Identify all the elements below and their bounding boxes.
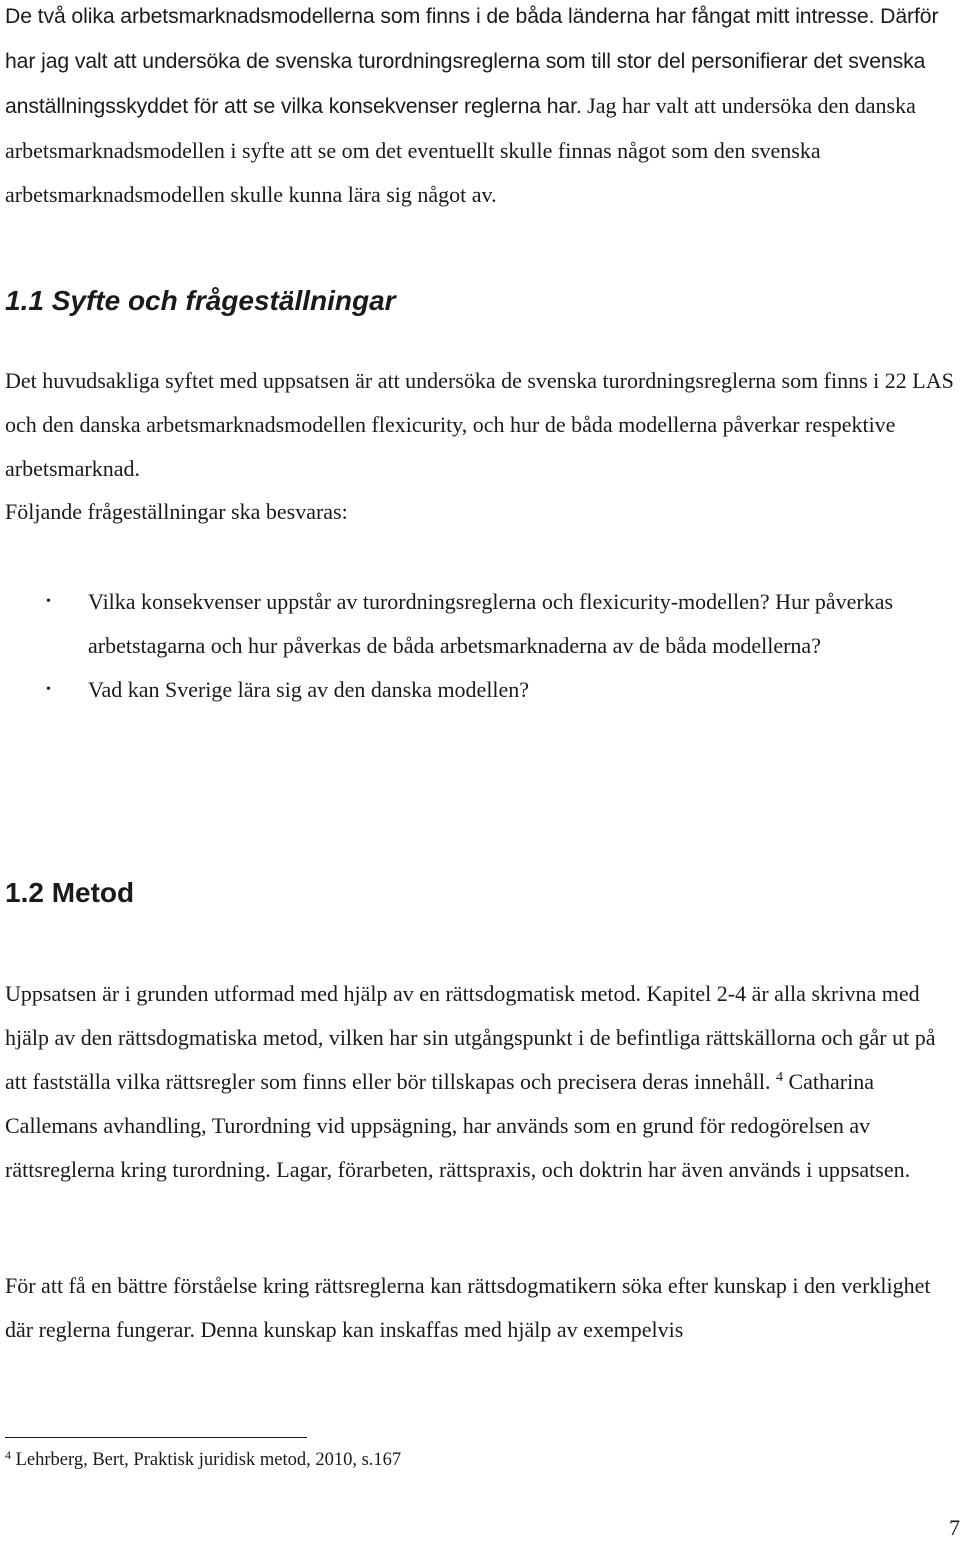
questions-intro: Följande frågeställningar ska besvaras:	[5, 499, 348, 524]
intro-text-sans: De två olika arbetsmarknadsmodellerna som finns i de båda länderna har fångat mitt intresse. Därför har jag valt att undersöka de svenska turordningsreglerna som till stor del personifierar det svenska anställningsskyddet för att se vilka konsekvenser reglerna har.	[5, 5, 939, 118]
intro-paragraph	[5, 0, 960, 217]
footnote-number: 4	[5, 1448, 11, 1462]
footnote	[5, 1446, 401, 1474]
bullet-icon: •	[46, 682, 51, 697]
purpose-paragraph: Det huvudsakliga syftet med uppsatsen är att undersöka de svenska turordningsreglerna som finns i 22 LAS och den danska arbetsmarknadsmodellen flexicurity, och hur de båda modellerna påverkar respektive arbetsmarknad.	[5, 368, 954, 481]
list-item	[0, 580, 960, 668]
question-text: Vilka konsekvenser uppstår av turordningsreglerna och flexicurity-modellen? Hur påverkas arbetstagarna och hur påverkas de båda arbetsmarknaderna av de båda modellerna?	[88, 589, 894, 658]
method-paragraph-1	[5, 972, 960, 1192]
section-heading-1-1: 1.1 Syfte och frågeställningar	[5, 285, 396, 316]
list-item	[0, 668, 960, 712]
method-paragraph-2: För att få en bättre förståelse kring rättsreglerna kan rättsdogmatikern söka efter kunskap i den verklighet där reglerna fungerar. Denna kunskap kan inskaffas med hjälp av exempelvis	[5, 1273, 931, 1342]
footnote-separator	[5, 1437, 307, 1438]
question-text: Vad kan Sverige lära sig av den danska modellen?	[88, 677, 530, 702]
method-text-before-ref: Uppsatsen är i grunden utformad med hjälp av en rättsdogmatisk metod. Kapitel 2-4 är alla skrivna med hjälp av den rättsdogmatiska metod, vilken har sin utgångspunkt i de befintliga rättskällorna och går ut på att fastställa vilka rättsregler som finns eller bör tillskapas och precisera deras innehåll.	[5, 981, 936, 1094]
bullet-icon: •	[46, 594, 51, 609]
section-heading-1-2: 1.2 Metod	[5, 877, 135, 908]
intro-text-serif: Jag har valt att undersöka den danska arbetsmarknadsmodellen i syfte att se om det eventuellt skulle finnas något som den svenska arbetsmarknadsmodellen skulle kunna lära sig något av.	[5, 93, 916, 207]
page-number: 7	[949, 1515, 960, 1540]
method-text-after-ref: Catharina Callemans avhandling, Turordning vid uppsägning, har används som en grund för redogörelsen av rättsreglerna kring turordning. Lagar, förarbeten, rättspraxis, och doktrin har även används i uppsatsen.	[5, 1069, 911, 1182]
footnote-reference: 4	[775, 1070, 783, 1085]
footnote-text: Lehrberg, Bert, Praktisk juridisk metod, 2010, s.167	[15, 1450, 402, 1470]
questions-list	[0, 580, 960, 712]
